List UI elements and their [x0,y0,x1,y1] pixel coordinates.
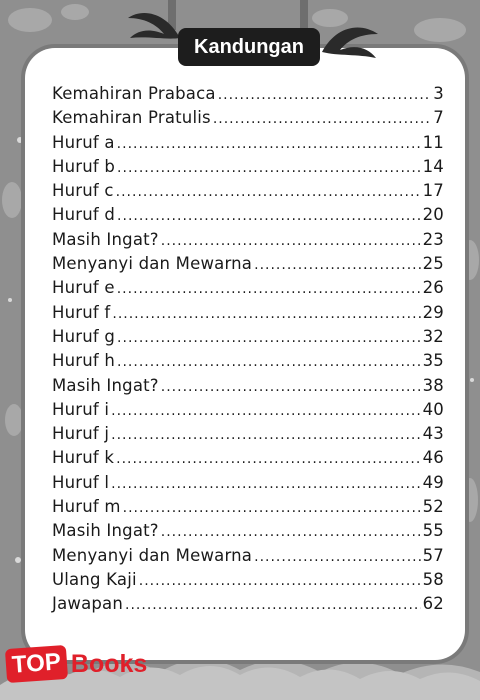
watermark-top: TOP [5,645,68,683]
toc-entry-label: Kemahiran Prabaca [52,84,216,103]
toc-entry [52,594,444,618]
toc-entry-label: Huruf g [52,326,116,346]
watermark-books: Books [70,649,148,678]
toc-entry [52,84,444,108]
toc-leader-dots [117,136,421,152]
toc-entry-label: Masih Ingat? [52,375,159,395]
toc-entry-label: Huruf b [52,156,116,176]
toc-entry-page: 17 [422,181,444,201]
toc-entry-label: Huruf i [52,399,110,419]
toc-entry [52,230,444,254]
toc-entry [52,327,444,351]
toc-leader-dots [117,330,421,346]
toc-entry-page: 29 [422,302,444,322]
table-of-contents [52,84,444,619]
toc-entry [52,448,444,472]
toc-leader-dots [161,524,421,540]
toc-leader-dots [112,306,420,322]
toc-entry [52,108,444,132]
toc-entry-label: Huruf c [52,181,114,201]
toc-leader-dots [111,403,420,419]
toc-entry-page: 14 [422,156,444,176]
toc-entry-label: Masih Ingat? [52,521,159,541]
toc-entry [52,303,444,327]
toc-entry [52,205,444,229]
toc-entry [52,570,444,594]
toc-entry-label: Huruf m [52,497,121,517]
toc-entry [52,521,444,545]
toc-leader-dots [117,208,421,224]
toc-entry [52,497,444,521]
toc-entry-label: Huruf l [52,472,110,492]
frame-post-right [300,0,308,30]
toc-entry-page: 26 [422,278,444,298]
toc-entry-page: 35 [422,351,444,371]
toc-entry [52,133,444,157]
toc-entry-label: Huruf j [52,424,110,444]
toc-entry-label: Huruf h [52,351,116,371]
topbooks-watermark [6,642,147,686]
toc-entry [52,278,444,302]
toc-leader-dots [218,87,432,103]
toc-entry-page: 55 [422,521,444,541]
toc-entry-label: Jawapan [52,594,124,614]
toc-entry-label: Menyanyi dan Mewarna [52,254,253,274]
toc-leader-dots [139,573,421,589]
toc-entry [52,181,444,205]
toc-entry-page: 11 [422,132,444,152]
toc-entry [52,424,444,448]
toc-entry [52,351,444,375]
toc-leader-dots [117,281,421,297]
toc-entry-page: 38 [422,375,444,395]
toc-entry [52,376,444,400]
toc-entry-page: 58 [422,569,444,589]
toc-leader-dots [116,184,421,200]
toc-leader-dots [111,476,420,492]
toc-leader-dots [111,427,420,443]
toc-leader-dots [254,549,420,565]
toc-entry-label: Huruf a [52,132,115,152]
toc-entry-label: Masih Ingat? [52,229,159,249]
toc-entry [52,473,444,497]
toc-entry-label: Huruf e [52,278,115,298]
toc-entry [52,546,444,570]
toc-entry-page: 7 [433,108,444,128]
toc-entry-page: 40 [422,399,444,419]
toc-entry-page: 49 [422,472,444,492]
toc-entry-label: Kemahiran Pratulis [52,108,211,128]
toc-entry-page: 32 [422,326,444,346]
toc-entry [52,400,444,424]
toc-entry-page: 43 [422,424,444,444]
toc-entry-label: Huruf k [52,448,115,468]
toc-entry-label: Ulang Kaji [52,569,137,589]
toc-leader-dots [117,160,421,176]
toc-entry-page: 62 [422,594,444,614]
toc-entry-page: 23 [422,229,444,249]
leaf-left-icon [126,8,182,48]
toc-entry-page: 46 [422,448,444,468]
toc-entry-label: Huruf f [52,302,111,322]
toc-entry [52,157,444,181]
toc-entry-label: Huruf d [52,205,116,225]
toc-entry [52,254,444,278]
toc-leader-dots [213,111,431,127]
toc-leader-dots [161,233,421,249]
toc-leader-dots [116,451,420,467]
toc-entry-page: 20 [422,205,444,225]
page-title: Kandungan [178,28,320,66]
toc-entry-page: 52 [422,497,444,517]
toc-entry-page: 3 [433,84,444,103]
toc-leader-dots [117,354,421,370]
toc-leader-dots [254,257,420,273]
toc-entry-page: 57 [422,545,444,565]
leaf-right-icon [320,22,380,66]
toc-entry-label: Menyanyi dan Mewarna [52,545,253,565]
toc-leader-dots [125,597,421,613]
toc-entry-page: 25 [422,254,444,274]
toc-leader-dots [123,500,421,516]
toc-leader-dots [161,379,421,395]
